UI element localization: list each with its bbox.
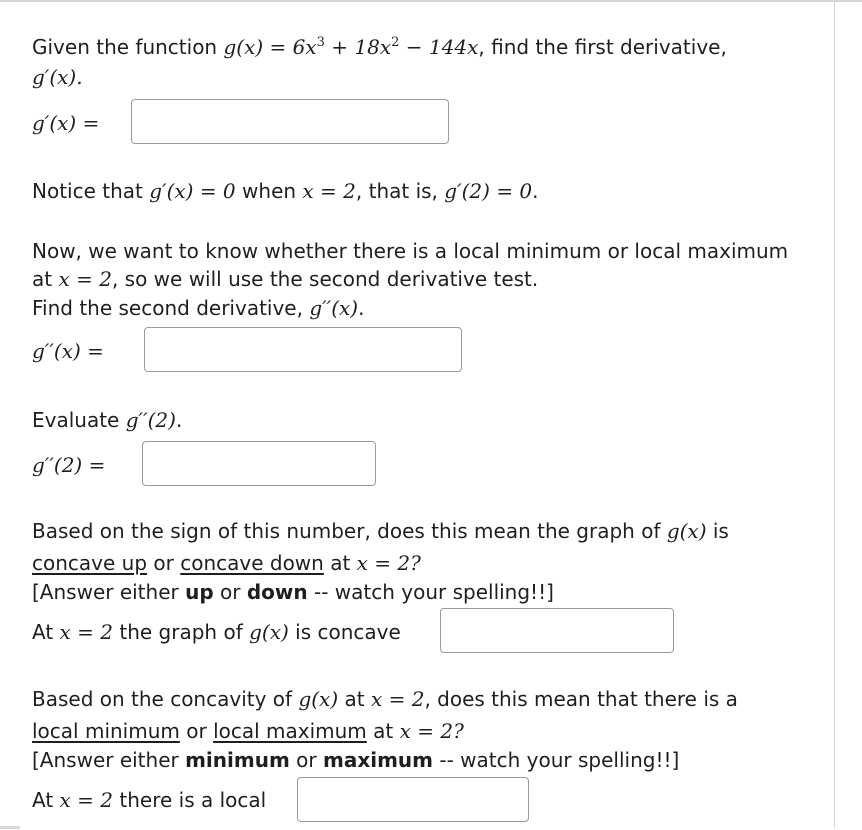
q3-prompt: Evaluate g′′(2). [32,408,183,432]
second-derivative-at-2-input[interactable] [142,441,376,486]
q4-prompt-line1: Based on the sign of this number, does this mean the graph of g(x) is [32,519,729,543]
local-minimum-option: local minimum [32,719,180,743]
q2-answer-label: g′′(x) = [32,339,104,363]
q1-prompt: Given the function $g(x) = 6x^3 + 18x^2 - 144x$, find the first derivative, [32,35,727,59]
q4-answer-label: At x = 2 the graph of g(x) is concave [32,620,401,644]
concave-down-option: concave down [180,551,324,575]
q4-instructions: [Answer either up or down -- watch your spelling!!] [32,580,554,604]
q4-prompt-line2: concave up or concave down at x = 2? [32,551,421,575]
q1-answer-label: g′(x) = [32,111,100,135]
q5-instructions: [Answer either minimum or maximum -- watch your spelling!!] [32,748,680,772]
q2-prompt-line2: at x = 2, so we will use the second derivative test. [32,267,539,291]
q5-answer-label: At x = 2 there is a local [32,788,267,812]
concave-up-option: concave up [32,551,148,575]
extremum-type-input[interactable] [297,777,529,822]
concavity-input[interactable] [440,608,674,653]
bottom-border [0,826,20,829]
q5-prompt-line1: Based on the concavity of g(x) at x = 2, does this mean that there is a [32,687,738,711]
second-derivative-input[interactable] [144,327,462,372]
q1-prompt-line2: g′(x). [32,65,83,89]
top-border [0,0,862,2]
right-border [834,2,835,828]
q5-prompt-line2: local minimum or local maximum at x = 2? [32,719,464,743]
notice-text: Notice that g′(x) = 0 when x = 2, that is, g′(2) = 0. [32,179,539,203]
local-maximum-option: local maximum [213,719,367,743]
q2-prompt-line1: Now, we want to know whether there is a local minimum or local maximum [32,239,789,263]
q3-answer-label: g′′(2) = [32,453,106,477]
q2-prompt-line3: Find the second derivative, g′′(x). [32,296,365,320]
first-derivative-input[interactable] [131,99,449,144]
